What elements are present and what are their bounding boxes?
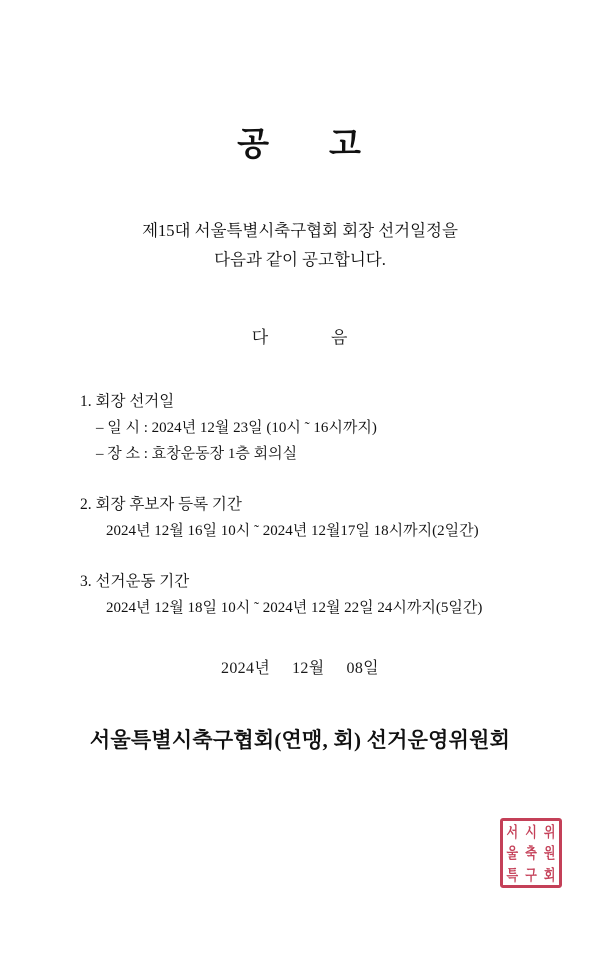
seal-char: 구 — [525, 865, 537, 884]
section-heading: 2. 회장 후보자 등록 기간 — [80, 496, 242, 514]
section-line: – 일 시 : 2024년 12월 23일 (10시 ˜ 16시까지) — [96, 419, 377, 436]
daeum-heading — [52, 323, 548, 348]
section-heading: 3. 선거운동 기간 — [80, 573, 190, 591]
section-item — [80, 390, 548, 467]
seal-char: 원 — [543, 844, 556, 862]
title-char-right: 고 — [329, 127, 363, 163]
date-month: 12월 — [292, 660, 325, 678]
section-line: 2024년 12월 18일 10시 ˜ 2024년 12월 22일 24시까지(5일간) — [106, 599, 483, 616]
seal-char: 서 — [506, 822, 519, 841]
intro-paragraph — [52, 217, 548, 275]
intro-line-2: 다음과 같이 공고합니다. — [214, 249, 386, 269]
daeum-char-left: 다 — [251, 327, 269, 347]
title-char-left: 공 — [237, 127, 271, 163]
section-line: 2024년 12월 16일 10시 ˜ 2024년 12월17일 18시까지(2일간) — [106, 522, 479, 539]
seal-char: 특 — [506, 865, 519, 884]
intro-line-1: 제15대 서울특별시축구협회 회장 선거일정을 — [142, 221, 458, 240]
signature-line: 서울특별시축구협회(연맹, 회) 선거운영위원회 — [89, 728, 511, 753]
section-item — [80, 570, 548, 621]
section-line: – 장 소 : 효창운동장 1층 회의실 — [96, 445, 298, 462]
daeum-char-right: 음 — [331, 327, 349, 347]
seal-char: 축 — [525, 844, 537, 862]
issue-date — [52, 655, 548, 678]
seal-char: 위 — [543, 822, 556, 841]
date-year: 2024년 — [221, 660, 271, 678]
section-item — [80, 493, 548, 544]
seal-char: 회 — [543, 865, 556, 884]
page-title — [52, 118, 548, 165]
date-day: 08일 — [346, 660, 379, 678]
seal-char: 시 — [525, 822, 537, 841]
seal-char: 울 — [506, 844, 519, 862]
official-seal-stamp — [500, 818, 562, 888]
sections-list — [52, 390, 548, 621]
document-page — [0, 118, 600, 968]
section-heading: 1. 회장 선거일 — [80, 392, 175, 410]
